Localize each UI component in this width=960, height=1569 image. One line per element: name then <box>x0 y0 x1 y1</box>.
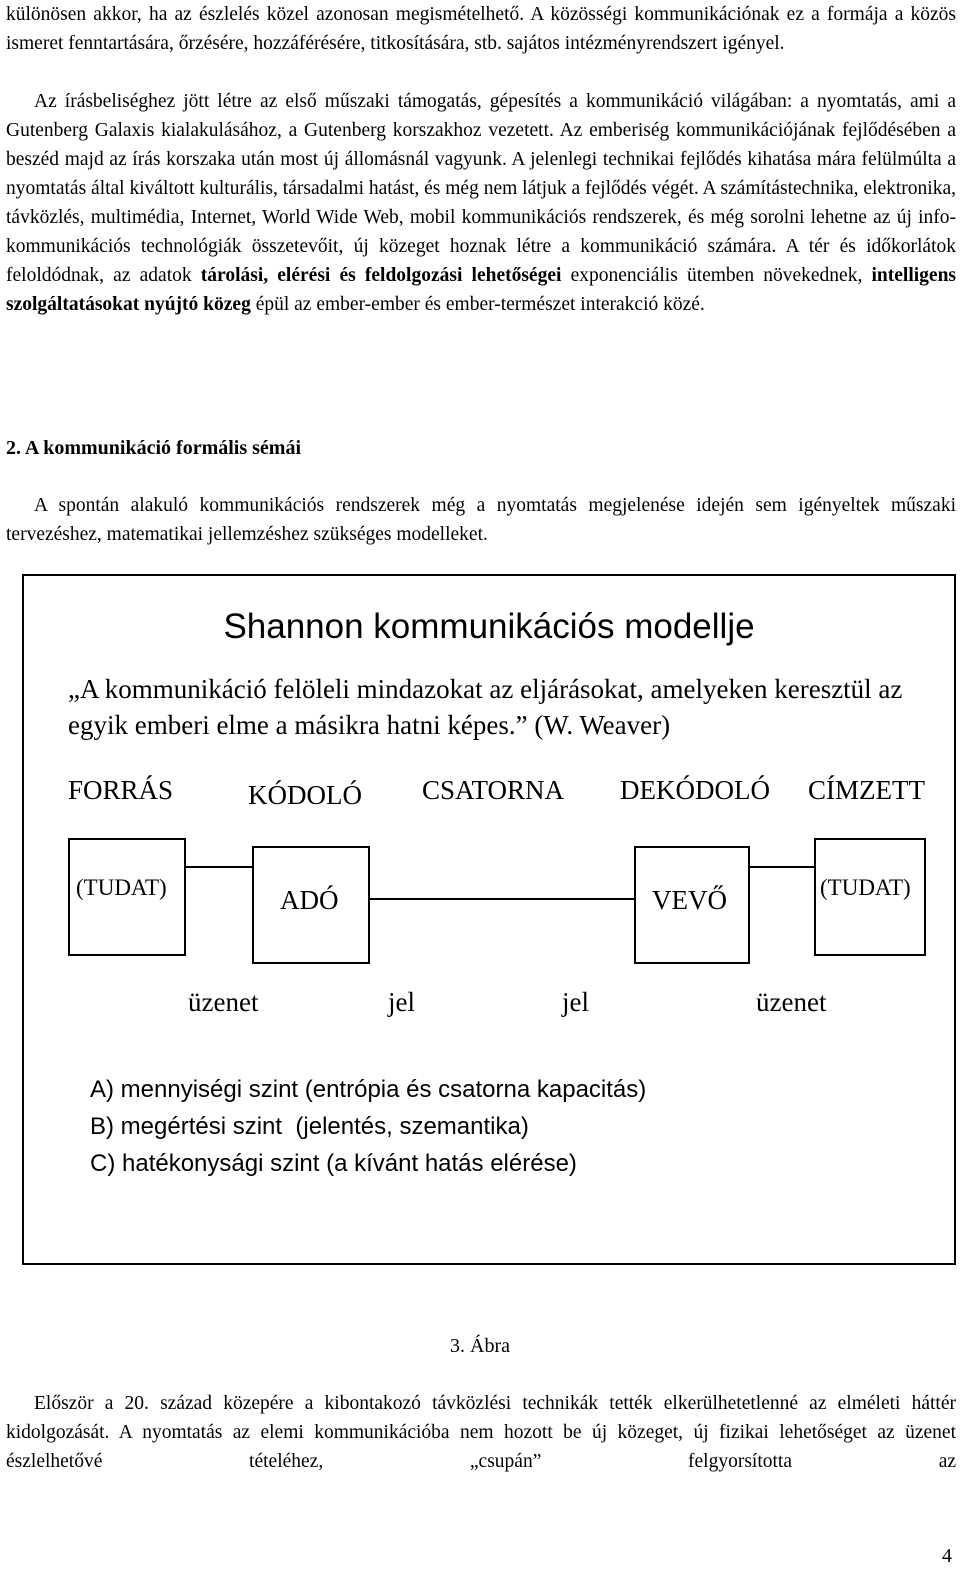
signal-label-message-right: üzenet <box>756 987 827 1017</box>
paragraph-2 <box>6 87 956 319</box>
paragraph-1-text: különösen akkor, ha az észlelés közel azonosan megismételhető. A közösségi kommunikációnak ez a formája a közös ismeret fenntartására, őrzésére, hozzáférésére, titkosítására, stb. sajátos intézményrendszert igényel. <box>6 4 956 54</box>
figure-caption: 3. Ábra <box>450 1335 510 1357</box>
paragraph-2-text-a: Az írásbeliséghez jött létre az első műszaki támogatás, gépesítés a kommunikáció világában: a nyomtatás, ami a Gutenberg Galaxis kialakulásához, a Gutenberg korszakhoz vezetett. Az emberiség kommunikációjának fejlődésében a beszéd majd az írás korszaka után most új állomásnál vagyunk. A jelenlegi technikai fejlődés kihatása mára felülmúlta a nyomtatás által kiváltott kulturális, társadalmi hatást, és még nem látjuk a fejlődés végét. A számítástechnika, elektronika, távközlés, multimédia, Internet, World Wide Web, mobil kommunikációs rendszerek, és még sorolni lehetne az új info-kommunikációs technológiák összetevőit, új közeget hoznak létre a kommunikáció számára. A tér és időkorlátok feloldódnak, az adatok <box>6 91 956 286</box>
page-number: 4 <box>942 1545 952 1567</box>
recipient-box <box>814 838 926 956</box>
paragraph-2-text-b: exponenciális ütemben növekednek, <box>561 265 872 286</box>
stage-label-source: FORRÁS <box>68 775 174 805</box>
connector-line <box>186 866 252 868</box>
figure-title: Shannon kommunikációs modellje <box>223 607 755 646</box>
receiver-box-label: VEVŐ <box>652 885 727 915</box>
stage-label-channel: CSATORNA <box>422 775 565 805</box>
signal-label-signal-left: jel <box>388 987 415 1017</box>
section-heading: 2. A kommunikáció formális sémái <box>6 437 302 459</box>
paragraph-1 <box>6 0 956 58</box>
stage-label-encoder: KÓDOLÓ <box>248 780 362 810</box>
source-box-label: (TUDAT) <box>76 875 167 900</box>
signal-label-message-left: üzenet <box>188 987 259 1017</box>
signal-label-signal-right: jel <box>562 987 589 1017</box>
transmitter-box <box>252 846 370 964</box>
figure-quote: „A kommunikáció felöleli mindazokat az eljárásokat, amelyeken keresztül az egyik emberi elme a másikra hatni képes.” (W. Weaver) <box>68 674 903 740</box>
stage-label-decoder: DEKÓDOLÓ <box>620 775 770 805</box>
source-box <box>68 838 186 956</box>
transmitter-box-label: ADÓ <box>280 885 339 915</box>
bold-intelligent-phrase: intelligens szolgáltatásokat nyújtó közeg <box>6 265 957 315</box>
level-item-b: B) megértési szint (jelentés, szemantika) <box>90 1113 529 1140</box>
bold-storage-phrase: tárolási, elérési és feldolgozási lehetőségei <box>200 265 562 286</box>
stage-label-recipient: CÍMZETT <box>808 775 925 805</box>
connector-line <box>750 866 814 868</box>
channel-line <box>370 898 634 900</box>
shannon-model-figure <box>22 574 956 1265</box>
communication-levels-list <box>90 1071 646 1182</box>
bottom-paragraph: Először a 20. század közepére a kibontakozó távközlési technikák tették elkerülhetetlenné az elméleti háttér kidolgozását. A nyomtatás az elemi kommunikációba nem hozott be új közeget, új fizikai lehetőséget az üzenet észlelhetővé tételéhez, „csupán” felgyorsította az <box>6 1393 956 1472</box>
paragraph-2-text-c: épül az ember-ember és ember-természet interakció közé. <box>250 294 705 315</box>
receiver-box <box>634 846 750 964</box>
recipient-box-label: (TUDAT) <box>820 875 911 900</box>
intro-paragraph: A spontán alakuló kommunikációs rendszerek még a nyomtatás megjelenése idején sem igényeltek műszaki tervezéshez, matematikai jellemzéshez szükséges modelleket. <box>6 495 956 545</box>
level-item-a: A) mennyiségi szint (entrópia és csatorna kapacitás) <box>90 1076 647 1103</box>
level-item-c: C) hatékonysági szint (a kívánt hatás elérése) <box>90 1150 577 1177</box>
